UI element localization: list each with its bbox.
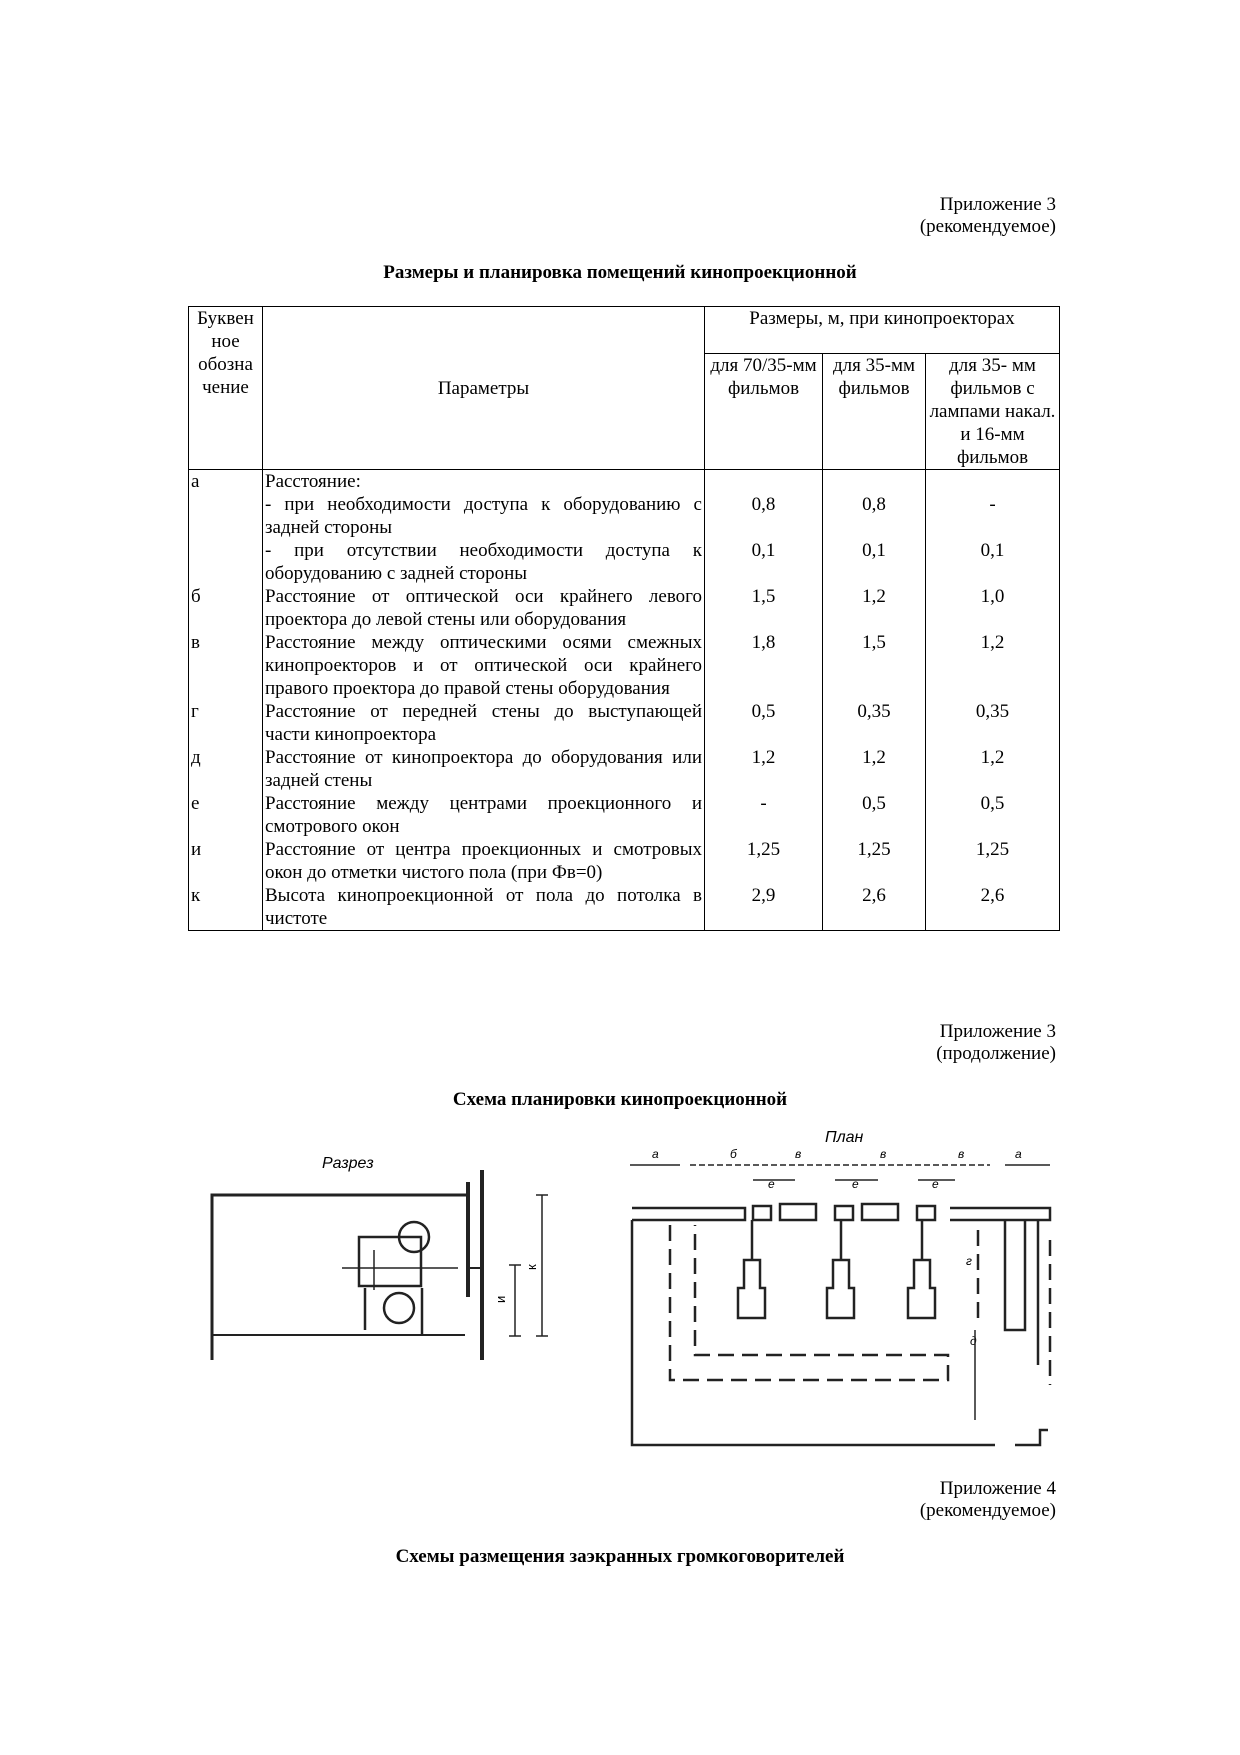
dim-g: г: [966, 1254, 972, 1268]
row-letter: б: [189, 585, 263, 631]
row-param: Расстояние от кинопроектора до оборудования или задней стены: [263, 746, 705, 792]
row-param: Расстояние от центра проекционных и смотровых окон до отметки чистого пола (при Фв=0): [263, 838, 705, 884]
row-v2: 1,2: [823, 746, 926, 792]
row-v2: 0,5: [823, 792, 926, 838]
row-letter: а: [189, 470, 263, 494]
row-v3: [926, 470, 1060, 494]
subheader-35: для 35-мм фильмов: [823, 354, 926, 470]
appendix-4-label: Приложение 4: [939, 1478, 1056, 1499]
dim-d: д: [970, 1334, 977, 1348]
row-v1: 1,5: [705, 585, 823, 631]
row-param: Высота кинопроекционной от пола до потолка в чистоте: [263, 884, 705, 931]
row-v1: 2,9: [705, 884, 823, 931]
row-v2: 0,8: [823, 493, 926, 539]
row-v3: 0,1: [926, 539, 1060, 585]
row-v3: -: [926, 493, 1060, 539]
dim-e-2: е: [852, 1177, 859, 1191]
subheader-70-35: для 70/35-мм фильмов: [705, 354, 823, 470]
plan-label: План: [825, 1129, 864, 1146]
row-letter: [189, 493, 263, 539]
row-v1: 1,2: [705, 746, 823, 792]
row-letter: г: [189, 700, 263, 746]
row-letter: [189, 539, 263, 585]
dim-label-i: и: [493, 1295, 508, 1303]
row-letter: в: [189, 631, 263, 700]
equipment-outline: [670, 1225, 1050, 1385]
row-v2: 1,5: [823, 631, 926, 700]
table-title: Размеры и планировка помещений кинопроекционной: [383, 262, 857, 283]
dim-a-left: а: [652, 1147, 659, 1161]
row-param: Расстояние:: [263, 470, 705, 494]
section-label: Разрез: [322, 1155, 374, 1172]
row-v2: 1,2: [823, 585, 926, 631]
row-param: Расстояние от передней стены до выступающей части кинопроектора: [263, 700, 705, 746]
row-v1: 0,8: [705, 493, 823, 539]
plan-sketch: [620, 1120, 1060, 1460]
header-params: Параметры: [263, 307, 705, 470]
appendix-3-continuation-header: [936, 1021, 1056, 1065]
row-v2: 2,6: [823, 884, 926, 931]
scheme-title: Схема планировки кинопроекционной: [452, 1089, 788, 1110]
dim-a-right: а: [1015, 1147, 1022, 1161]
dim-v-3: в: [958, 1147, 965, 1161]
row-v3: 0,35: [926, 700, 1060, 746]
row-v1: 0,5: [705, 700, 823, 746]
row-param: - при необходимости доступа к оборудованию с задней стороны: [263, 493, 705, 539]
row-v2: 0,35: [823, 700, 926, 746]
speakers-title: Схемы размещения заэкранных громкоговорителей: [395, 1546, 845, 1567]
dim-v-2: в: [880, 1147, 887, 1161]
row-v3: 1,2: [926, 631, 1060, 700]
subheader-35-16: для 35- мм фильмов с лампами накал. и 16-мм фильмов: [926, 354, 1060, 470]
row-v1: -: [705, 792, 823, 838]
row-v3: 2,6: [926, 884, 1060, 931]
appendix-3-header: [920, 194, 1056, 238]
row-v1: [705, 470, 823, 494]
appendix-4-header: [920, 1478, 1056, 1522]
row-v3: 1,25: [926, 838, 1060, 884]
row-v2: 0,1: [823, 539, 926, 585]
row-v2: [823, 470, 926, 494]
appendix-3-cont-status: (продолжение): [936, 1043, 1056, 1064]
header-sizes: Размеры, м, при кинопроекторах: [705, 307, 1060, 354]
row-v1: 0,1: [705, 539, 823, 585]
dim-v-1: в: [795, 1147, 802, 1161]
dim-e-1: е: [768, 1177, 775, 1191]
row-v2: 1,25: [823, 838, 926, 884]
appendix-3-status: (рекомендуемое): [919, 216, 1056, 237]
row-param: Расстояние между центрами проекционного и смотрового окон: [263, 792, 705, 838]
row-param: Расстояние между оптическими осями смежных кинопроекторов и от оптической оси крайнего правого проектора до правой стены оборудования: [263, 631, 705, 700]
row-letter: и: [189, 838, 263, 884]
appendix-3-label: Приложение 3: [939, 194, 1056, 215]
dim-b: б: [730, 1147, 737, 1161]
row-param: - при отсутствии необходимости доступа к оборудованию с задней стороны: [263, 539, 705, 585]
row-letter: к: [189, 884, 263, 931]
appendix-4-status: (рекомендуемое): [919, 1500, 1056, 1521]
row-v3: 1,0: [926, 585, 1060, 631]
row-param: Расстояние от оптической оси крайнего левого проектора до левой стены или оборудования: [263, 585, 705, 631]
row-v1: 1,8: [705, 631, 823, 700]
row-v3: 0,5: [926, 792, 1060, 838]
section-sketch: [200, 1140, 580, 1360]
parameters-table: [188, 306, 1060, 931]
projector-side-view: [342, 1222, 458, 1335]
header-letter: Буквен ное обозна чение: [189, 307, 263, 470]
appendix-3-cont-label: Приложение 3: [939, 1021, 1056, 1042]
row-letter: е: [189, 792, 263, 838]
row-letter: д: [189, 746, 263, 792]
projectors-plan: [738, 1220, 935, 1318]
dim-e-3: е: [932, 1177, 939, 1191]
dim-label-k: к: [524, 1264, 539, 1270]
front-wall: [632, 1204, 1050, 1220]
row-v3: 1,2: [926, 746, 1060, 792]
row-v1: 1,25: [705, 838, 823, 884]
